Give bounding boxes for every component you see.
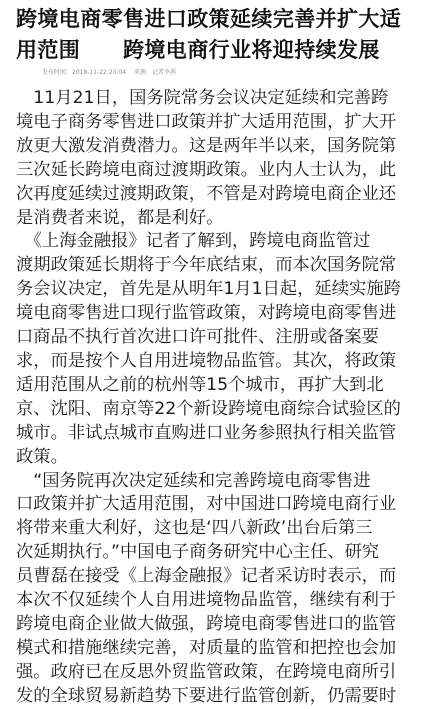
text-line: 跨境电商企业做大做强，跨境电商零售进口的监管 bbox=[16, 613, 397, 634]
text-line: 次延期执行。”中国电子商务研究中心主任、研究 bbox=[16, 542, 380, 563]
text-line: 境电商零售进口现行监管政策，对跨境电商零售进 bbox=[16, 303, 397, 324]
text-line: “国务院再次决定延续和完善跨境电商零售进 bbox=[16, 470, 371, 491]
article-body bbox=[16, 87, 420, 709]
text-line: 渡期政策延长期将于今年底结束，而本次国务院常 bbox=[16, 255, 397, 276]
paragraph-1 bbox=[16, 87, 420, 230]
text-line: 11月21日，国务院常务会议决定延续和完善跨 bbox=[16, 88, 389, 108]
text-line: 求，而是按个人自用进境物品监管。其次，将政策 bbox=[16, 350, 397, 371]
text-line: 员曹磊在接受《上海金融报》记者采访时表示，而 bbox=[16, 566, 397, 587]
article-title bbox=[16, 4, 420, 66]
text-line: 务会议决定，首先是从明年1月1日起，延续实施跨 bbox=[16, 279, 401, 300]
text-line: 城市。非试点城市直购进口业务参照执行相关监管 bbox=[16, 422, 397, 443]
text-line: 适用范围从之前的杭州等15个城市，再扩大到北 bbox=[16, 374, 384, 395]
text-line: 强。政府已在反思外贸监管政策，在跨境电商所引 bbox=[16, 661, 397, 682]
text-line: 政策。 bbox=[16, 446, 68, 467]
text-line: 次再度延续过渡期政策，不管是对跨境电商企业还 bbox=[16, 183, 397, 204]
title-line: 用范围 跨境电商行业将迎持续发展 bbox=[16, 38, 380, 62]
text-line: 是消费者来说，都是利好。 bbox=[16, 207, 224, 228]
text-line: 三次延长跨境电商过渡期政策。业内人士认为，此 bbox=[16, 159, 397, 180]
title-line: 跨境电商零售进口政策延续完善并扩大适 bbox=[16, 7, 402, 31]
article-meta bbox=[42, 69, 182, 77]
text-line: 口商品不执行首次进口许可批件、注册或备案要 bbox=[16, 327, 379, 348]
paragraph-3 bbox=[16, 470, 420, 709]
text-line: 京、沈阳、南京等22个新设跨境电商综合试验区的 bbox=[16, 398, 401, 419]
text-line: 将带来重大利好，这也是‘四八新政’出台后第三 bbox=[16, 518, 373, 539]
text-line: 境电子商务零售进口政策并扩大适用范围，扩大开 bbox=[16, 111, 397, 132]
text-line: 本次不仅延续个人自用进境物品监管，继续有利于 bbox=[16, 590, 397, 611]
article-source: 来源：记者李燕 bbox=[134, 69, 177, 76]
text-line: 《上海金融报》记者了解到，跨境电商监管过 bbox=[16, 231, 371, 252]
publish-time: 发布时间：2018-11-22 23:04 bbox=[42, 69, 127, 76]
text-line: 放更大激发消费潜力。这是两年半以来，国务院第 bbox=[16, 135, 397, 156]
text-line: 口政策并扩大适用范围，对中国进口跨境电商行业 bbox=[16, 494, 397, 515]
text-line: 模式和措施继续完善，对质量的监管和把控也会加 bbox=[16, 637, 397, 658]
text-line: 发的全球贸易新趋势下要进行监管创新，仍需要时 bbox=[16, 685, 397, 706]
paragraph-2 bbox=[16, 230, 420, 469]
